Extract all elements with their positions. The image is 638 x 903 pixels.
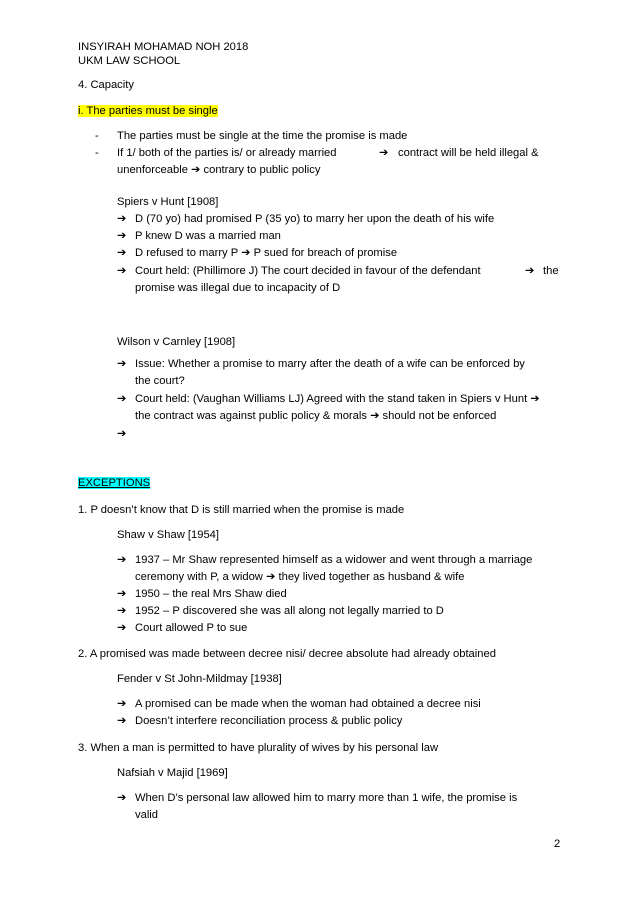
sub-heading-text: i. The parties must be single (78, 105, 218, 117)
dash-item-2-wrap-a: unenforceable (117, 164, 188, 176)
shaw-point-1c: they lived together as husband & wife (278, 571, 465, 583)
shaw-point-1b: ceremony with P, a widow (135, 571, 263, 583)
exception-1-title: 1. P doesn’t know that D is still married when the promise is made (78, 504, 405, 516)
dash-item-2: If 1/ both of the parties is/ or already married (117, 147, 337, 159)
dash-item-2-wrap-b: contrary to public policy (203, 164, 321, 176)
sub-heading (78, 104, 218, 119)
shaw-point-1-wrap (135, 570, 464, 585)
arrow-icon: ➔ (525, 265, 535, 277)
case-title-shaw: Shaw v Shaw [1954] (117, 529, 219, 541)
case-title-fender: Fender v St John-Mildmay [1938] (117, 673, 282, 685)
arrow-icon: ➔ (117, 715, 127, 727)
case-title-nafsiah: Nafsiah v Majid [1969] (117, 767, 228, 779)
spiers-point-4-wrap: promise was illegal due to incapacity of D (135, 282, 341, 294)
dash-item-2-cont: contract will be held illegal & (398, 147, 539, 159)
arrow-icon: ➔ (117, 428, 127, 440)
dash-item-1: The parties must be single at the time the promise is made (117, 130, 408, 142)
arrow-icon: ➔ (379, 147, 389, 159)
wilson-point-2 (135, 392, 540, 407)
spiers-point-4: Court held: (Phillimore J) The court decided in favour of the defendant (135, 265, 481, 277)
spiers-point-3b: P sued for breach of promise (253, 247, 398, 259)
arrow-icon: ➔ (117, 358, 127, 370)
wilson-point-2a: Court held: (Vaughan Williams LJ) Agreed with the stand taken in Spiers v Hunt (135, 393, 528, 405)
dash-bullet: - (95, 130, 99, 142)
spiers-point-4-end: the (543, 265, 559, 277)
exception-3-title: 3. When a man is permitted to have plurality of wives by his personal law (78, 742, 439, 754)
wilson-point-2c: should not be enforced (382, 410, 497, 422)
arrow-icon: ➔ (370, 410, 380, 422)
shaw-point-1: 1937 – Mr Shaw represented himself as a widower and went through a marriage (135, 554, 533, 566)
arrow-icon: ➔ (241, 247, 251, 259)
shaw-point-3: 1952 – P discovered she was all along not legally married to D (135, 605, 444, 617)
case-title-wilson: Wilson v Carnley [1908] (117, 336, 236, 348)
wilson-point-1: Issue: Whether a promise to marry after the death of a wife can be enforced by (135, 358, 525, 370)
arrow-icon: ➔ (530, 393, 540, 405)
dash-item-2-wrap (117, 163, 320, 178)
spiers-point-3 (135, 246, 397, 261)
arrow-icon: ➔ (266, 571, 276, 583)
arrow-icon: ➔ (117, 265, 127, 277)
arrow-icon: ➔ (117, 247, 127, 259)
shaw-point-4: Court allowed P to sue (135, 622, 248, 634)
arrow-icon: ➔ (191, 164, 201, 176)
dash-bullet: - (95, 147, 99, 159)
arrow-icon: ➔ (117, 698, 127, 710)
wilson-point-2-wrap (135, 409, 496, 424)
fender-point-1: A promised can be made when the woman had obtained a decree nisi (135, 698, 481, 710)
wilson-point-2b: the contract was against public policy & morals (135, 410, 367, 422)
spiers-point-2: P knew D was a married man (135, 230, 281, 242)
page-number: 2 (554, 838, 561, 850)
exceptions-heading (78, 476, 150, 491)
arrow-icon: ➔ (117, 588, 127, 600)
fender-point-2: Doesn’t interfere reconciliation process & public policy (135, 715, 403, 727)
arrow-icon: ➔ (117, 792, 127, 804)
arrow-icon: ➔ (117, 622, 127, 634)
arrow-icon: ➔ (117, 230, 127, 242)
header-author: INSYIRAH MOHAMAD NOH 2018 (78, 41, 249, 53)
arrow-icon: ➔ (117, 213, 127, 225)
section-title: 4. Capacity (78, 79, 134, 91)
exception-2-title: 2. A promised was made between decree nisi/ decree absolute had already obtained (78, 648, 496, 660)
shaw-point-2: 1950 – the real Mrs Shaw died (135, 588, 287, 600)
arrow-icon: ➔ (117, 554, 127, 566)
exceptions-heading-text: EXCEPTIONS (78, 477, 151, 489)
spiers-point-1: D (70 yo) had promised P (35 yo) to marry her upon the death of his wife (135, 213, 495, 225)
case-title-spiers: Spiers v Hunt [1908] (117, 196, 219, 208)
wilson-point-1-wrap: the court? (135, 375, 185, 387)
spiers-point-3a: D refused to marry P (135, 247, 239, 259)
arrow-icon: ➔ (117, 393, 127, 405)
arrow-icon: ➔ (117, 605, 127, 617)
header-school: UKM LAW SCHOOL (78, 55, 181, 67)
nafsiah-point-1-wrap: valid (135, 809, 159, 821)
nafsiah-point-1: When D’s personal law allowed him to marry more than 1 wife, the promise is (135, 792, 518, 804)
